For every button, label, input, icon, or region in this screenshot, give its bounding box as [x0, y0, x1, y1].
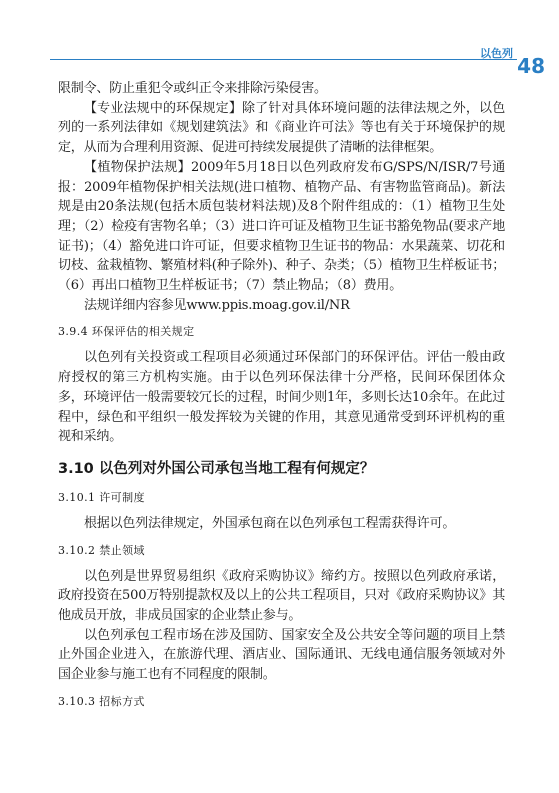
paragraph: 限制令、防止重犯令或纠正令来排除污染侵害。 [58, 81, 327, 96]
subsection-heading-3-9-4: 3.9.4 环保评估的相关规定 [58, 325, 195, 339]
paragraph: 以色列是世界贸易组织《政府采购协议》缔约方。按照以色列政府承诺，政府投资在500万特别提款权及以上的公共工程项目，只对《政府采购协议》其他成员开放，非成员国家的企业禁止参与。 [58, 568, 505, 624]
paragraph: 【植物保护法规】2009年5月18日以色列政府发布G/SPS/N/ISR/7号通报：2009年植物保护相关法规(进口植物、植物产品、有害物监管商品)。新法规是由20条法规(包括木质包装材料法规)及8个附件组成的：（1）植物卫生处理；（2）检疫有害物名单；（3）进口许可证及植物卫生证书豁免物品(要求产地证书)；（4）豁免进口许可证，但要求植物卫生证书的物品：水果蔬菜、切花和切枝、盆栽植物、繁殖材料(种子除外)、种子、杂类；（5）植物卫生样板证书；（6）再出口植物卫生样板证书；（7）禁止物品；（8）费用。 [58, 159, 505, 294]
running-header: 以色列 [480, 47, 513, 60]
paragraph: 【专业法规中的环保规定】除了针对具体环境问题的法律法规之外，以色列的一系列法律如《规划建筑法》和《商业许可法》等也有关于环境保护的规定，从而为合理利用资源、促进可持续发展提供了清晰的法律框架。 [58, 100, 505, 156]
page-number: 48 [517, 54, 545, 78]
header-rule [50, 59, 517, 60]
paragraph: 根据以色列法律规定，外国承包商在以色列承包工程需获得许可。 [84, 515, 456, 531]
paragraph: 以色列有关投资或工程项目必须通过环保部门的环保评估。评估一般由政府授权的第三方机构实施。由于以色列环保法律十分严格，民间环保团体众多，环境评估一般需要较冗长的过程，时间少则1年，多则长达10余年。在此过程中，绿色和平组织一般发挥较为关键的作用，其意见通常受到环评机构的重视和采纳。 [58, 350, 505, 445]
subsection-heading-3-10-3: 3.10.3 招标方式 [58, 694, 145, 708]
subsection-heading-3-10-1: 3.10.1 许可制度 [58, 490, 145, 504]
subsection-heading-3-10-2: 3.10.2 禁止领域 [58, 543, 145, 557]
paragraph-link-reference: 法规详细内容参见www.ppis.moag.gov.il/NR [84, 297, 350, 313]
paragraph: 以色列承包工程市场在涉及国防、国家安全及公共安全等问题的项目上禁止外国企业进入，在旅游代理、酒店业、国际通讯、无线电通信服务领域对外国企业参与施工也有不同程度的限制。 [58, 627, 505, 683]
section-heading-3-10: 3.10 以色列对外国公司承包当地工程有何规定？ [58, 460, 375, 477]
page-content [58, 79, 505, 718]
